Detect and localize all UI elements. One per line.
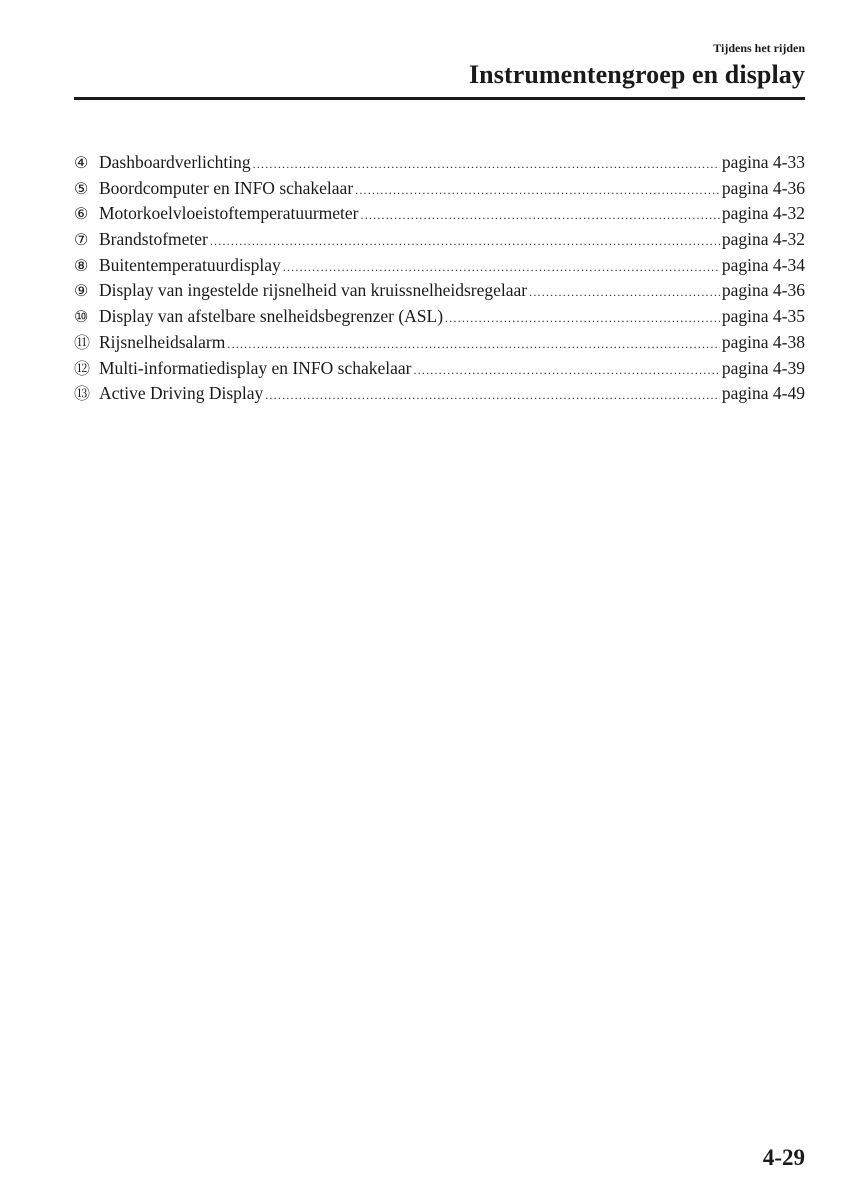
toc-item[interactable]: [74, 278, 805, 304]
toc-item[interactable]: [74, 201, 805, 227]
dot-leader: [529, 280, 720, 306]
toc-item-label: Active Driving Display: [99, 383, 264, 404]
toc-item[interactable]: [74, 330, 805, 356]
toc-item-number: ④: [74, 155, 89, 172]
toc-item-page: pagina 4-39: [721, 357, 805, 378]
toc-item-label: Motorkoelvloeistoftemperatuurmeter: [99, 203, 359, 224]
dot-leader: [283, 255, 720, 281]
dot-leader: [361, 203, 720, 229]
toc-item-page: pagina 4-32: [721, 229, 805, 250]
toc-item[interactable]: [74, 381, 805, 407]
toc-item-page: pagina 4-38: [721, 331, 805, 352]
toc-item-page: pagina 4-49: [721, 383, 805, 404]
toc-item-label: Multi-informatiedisplay en INFO schakelaar: [99, 357, 412, 378]
toc-item-label: Rijsnelheidsalarm: [99, 331, 226, 352]
toc-item-number: ⑦: [74, 232, 89, 250]
dot-leader: [265, 383, 720, 409]
toc-item[interactable]: [74, 150, 805, 176]
toc-item-page: pagina 4-36: [721, 177, 805, 198]
page-number: 4-29: [762, 1145, 805, 1170]
toc-item[interactable]: [74, 227, 805, 253]
toc-item-number: ⑧: [74, 257, 89, 275]
toc-item-page: pagina 4-34: [721, 254, 805, 275]
dot-leader: [445, 306, 720, 332]
toc-item-label: Boordcomputer en INFO schakelaar: [99, 177, 354, 198]
toc-item-page: pagina 4-32: [721, 203, 805, 224]
dot-leader: [355, 178, 720, 204]
table-of-contents: [74, 150, 805, 407]
page-header: [74, 36, 805, 90]
dot-leader: [413, 358, 719, 384]
toc-item-number: ⑩: [74, 309, 89, 327]
toc-item[interactable]: [74, 253, 805, 279]
toc-item-label: Display van afstelbare snelheidsbegrenzer (ASL): [99, 306, 444, 327]
dot-leader: [253, 152, 720, 178]
toc-item[interactable]: [74, 356, 805, 382]
toc-item[interactable]: [74, 304, 805, 330]
dot-leader: [227, 332, 720, 358]
toc-item[interactable]: [74, 176, 805, 202]
toc-item-page: pagina 4-35: [721, 306, 805, 327]
section-label: Tijdens het rijden: [713, 41, 805, 55]
header-divider: [74, 97, 805, 100]
page-title: Instrumentengroep en display: [468, 60, 805, 89]
toc-item-label: Brandstofmeter: [99, 229, 208, 250]
toc-item-page: pagina 4-36: [721, 280, 805, 301]
toc-item-label: Dashboardverlichting: [99, 152, 251, 172]
toc-item-label: Display van ingestelde rijsnelheid van kruissnelheidsregelaar: [99, 280, 528, 301]
toc-item-number: ⑪: [74, 334, 91, 352]
toc-item-number: ⑬: [74, 386, 91, 404]
toc-item-number: ⑨: [74, 283, 89, 301]
toc-item-number: ⑤: [74, 180, 89, 198]
toc-item-page: pagina 4-33: [721, 152, 805, 172]
toc-item-label: Buitentemperatuurdisplay: [99, 254, 281, 275]
dot-leader: [210, 229, 720, 255]
toc-item-number: ⑥: [74, 206, 89, 224]
toc-item-number: ⑫: [74, 360, 91, 378]
